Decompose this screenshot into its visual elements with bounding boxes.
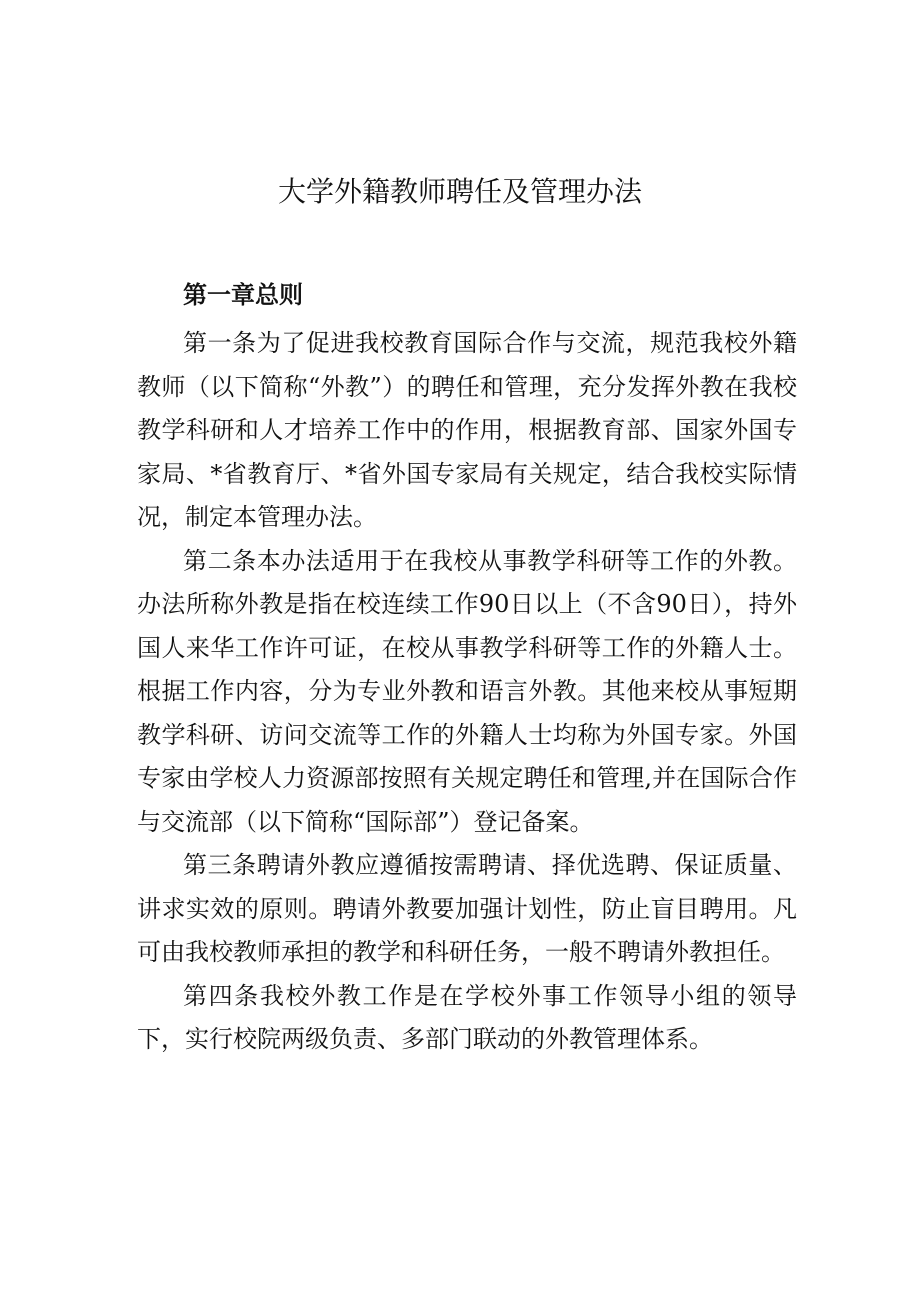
article-1-paragraph: 第一条为了促进我校教育国际合作与交流，规范我校外籍教师（以下简称“外教”）的聘任和管理，充分发挥外教在我校教学科研和人才培养工作中的作用，根据教育部、国家外国专家局、*省教育厅、*省外国专家局有关规定，结合我校实际情况，制定本管理办法。 [137,329,797,531]
article-4-paragraph: 第四条我校外教工作是在学校外事工作领导小组的领导下，实行校院两级负责、多部门联动的外教管理体系。 [137,981,797,1053]
document-body [137,322,797,1062]
article-3-paragraph: 第三条聘请外教应遵循按需聘请、择优选聘、保证质量、讲求实效的原则。聘请外教要加强计划性，防止盲目聘用。凡可由我校教师承担的教学和科研任务，一般不聘请外教担任。 [137,851,797,966]
article-2-paragraph: 第二条本办法适用于在我校从事教学科研等工作的外教。办法所称外教是指在校连续工作90日以上（不含90日），持外国人来华工作许可证，在校从事教学科研等工作的外籍人士。根据工作内容，分为专业外教和语言外教。其他来校从事短期教学科研、访问交流等工作的外籍人士均称为外国专家。外国专家由学校人力资源部按照有关规定聘任和管理,并在国际合作与交流部（以下简称“国际部”）登记备案。 [137,546,797,836]
chapter-heading: 第一章总则 [183,281,303,309]
document-title: 大学外籍教师聘任及管理办法 [277,175,642,208]
